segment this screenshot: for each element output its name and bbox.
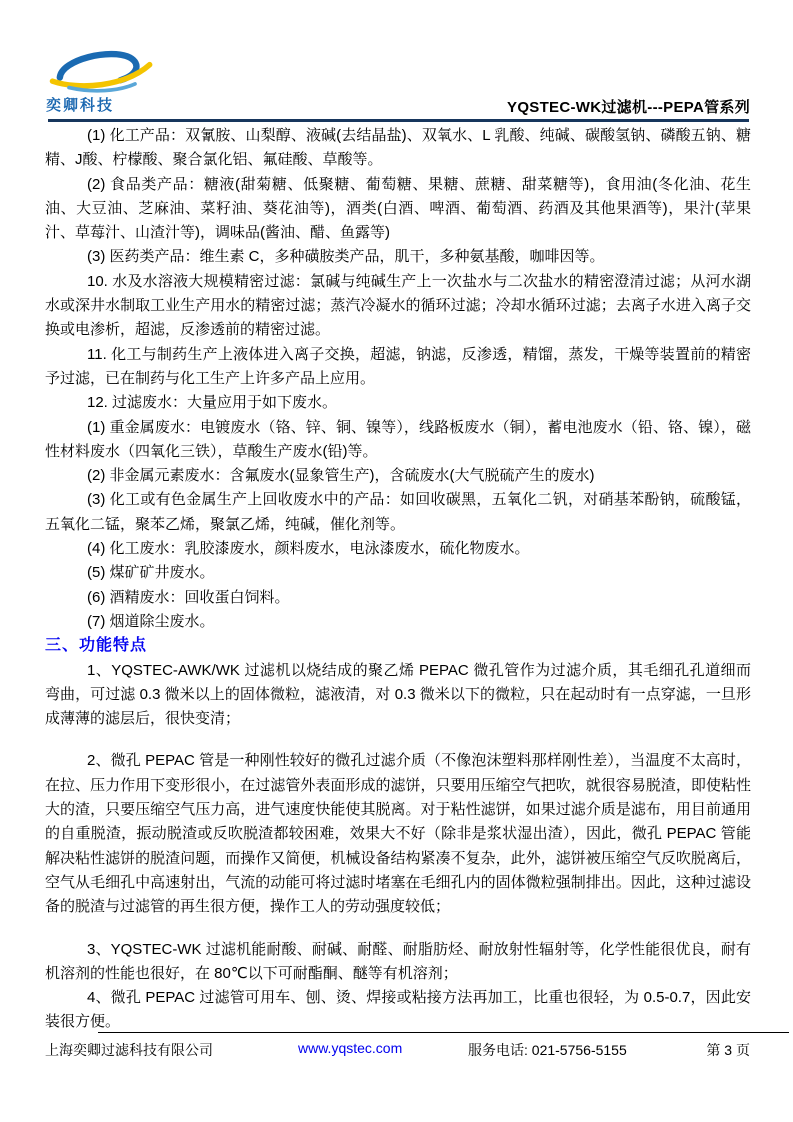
- feature-paragraph: 1、YQSTEC-AWK/WK 过滤机以烧结成的聚乙烯 PEPAC 微孔管作为过滤介质，其毛细孔孔道细而弯曲，可过滤 0.3 微米以上的固体微粒，滤液清，对 0.3 微米以下的微粒，只在起动时有一点穿滤，一旦形成薄薄的滤层后，很快变清；: [45, 661, 751, 728]
- document-title: YQSTEC-WK过滤机---PEPA管系列: [507, 99, 750, 116]
- body-paragraph: (3) 医药类产品：维生素 C，多种磺胺类产品，肌干，多种氨基酸，咖啡因等。: [87, 248, 605, 266]
- body-paragraph: 12. 过滤废水：大量应用于如下废水。: [87, 394, 338, 412]
- body-paragraph: (7) 烟道除尘废水。: [87, 612, 215, 630]
- body-paragraph: (2) 食品类产品：糖液(甜菊糖、低聚糖、葡萄糖、果糖、蔗糖、甜菜糖等)，食用油(冬化油、花生油、大豆油、芝麻油、菜籽油、葵花油等)，酒类(白酒、啤酒、葡萄酒、药酒及其他果酒等)，果汁(苹果汁、草莓汁、山渣汁等)，调味品(酱油、醋、鱼露等): [45, 175, 751, 242]
- body-paragraph: (4) 化工废水：乳胶漆废水，颜料废水，电泳漆废水，硫化物废水。: [87, 540, 530, 558]
- footer-divider: [98, 1032, 789, 1033]
- logo-company-name: 奕卿科技: [46, 97, 115, 114]
- company-logo: [46, 50, 176, 115]
- body-paragraph: (3) 化工或有色金属生产上回收废水中的产品：如回收碳黑，五氧化二钒，对硝基苯酚钠，硫酸锰，五氧化二锰，聚苯乙烯，聚氯乙烯，纯碱，催化剂等。: [45, 491, 751, 533]
- body-paragraph: 11. 化工与制药生产上液体进入离子交换，超滤，钠滤，反渗透，精馏，蒸发，干燥等装置前的精密予过滤，已在制药与化工生产上许多产品上应用。: [45, 345, 751, 387]
- body-paragraph: (5) 煤矿矿井废水。: [87, 564, 215, 582]
- footer-page-number: 第 3 页: [706, 1042, 750, 1058]
- globe-swoosh-icon: [46, 50, 158, 94]
- section-heading-features: 三、功能特点: [45, 637, 148, 655]
- body-paragraph: (1) 重金属废水：电镀废水（铬、锌、铜、镍等），线路板废水（铜），蓄电池废水（铅、铬、镍），磁性材料废水（四氧化三铁），草酸生产废水(铅)等。: [45, 418, 751, 460]
- feature-paragraph: 2、微孔 PEPAC 管是一种刚性较好的微孔过滤介质（不像泡沫塑料那样刚性差），当温度不太高时，在拉、压力作用下变形很小，在过滤管外表面形成的滤饼，只要用压缩空气把吹，就很容易脱渣，即使粘性大的渣，只要压缩空气压力高，进气速度快能使其脱离。对于粘性滤饼，如果过滤介质是滤布，用目前通用的自重脱渣，振动脱渣或反吹脱渣都较困难，效果大不好（除非是浆状湿出渣），因此，微孔 PEPAC 管能解决粘性滤饼的脱渣问题，而操作又简便，机械设备结构紧凑不复杂，此外，滤饼被压缩空气反吹脱离后，空气从毛细孔中高速射出，气流的动能可将过滤时堵塞在毛细孔内的固体微粒强制排出。因此，这种过滤设备的脱渣与过滤管的再生很方便，操作工人的劳动强度较低；: [45, 752, 751, 916]
- body-paragraph: (1) 化工产品：双氰胺、山梨醇、液碱(去结晶盐)、双氧水、L 乳酸、纯碱、碳酸氢钠、磷酸五钠、糖精、J酸、柠檬酸、聚合氯化铝、氟硅酸、草酸等。: [45, 127, 751, 169]
- body-paragraph: (6) 酒精废水：回收蛋白饲料。: [87, 588, 290, 606]
- footer-company-name: 上海奕卿过滤科技有限公司: [45, 1042, 213, 1058]
- feature-paragraph: 4、微孔 PEPAC 过滤管可用车、刨、烫、焊接或粘接方法再加工，比重也很轻，为 0.5-0.7，因此安装很方便。: [45, 989, 751, 1031]
- footer-service-phone: 服务电话: 021-5756-5155: [468, 1042, 627, 1058]
- feature-paragraph: 3、YQSTEC-WK 过滤机能耐酸、耐碱、耐醛、耐脂肪烃、耐放射性辐射等，化学性能很优良，耐有机溶剂的性能也很好，在 80℃以下可耐酯酮、醚等有机溶剂；: [45, 940, 751, 982]
- footer-website-link[interactable]: www.yqstec.com: [298, 1040, 403, 1056]
- body-paragraph: (2) 非金属元素废水：含氟废水(显象管生产)，含硫废水(大气脱硫产生的废水): [87, 467, 595, 485]
- header-divider: [48, 119, 749, 122]
- document-body: [45, 124, 751, 1035]
- footer: [0, 1040, 793, 1060]
- body-paragraph: 10. 水及水溶液大规模精密过滤：氯碱与纯碱生产上一次盐水与二次盐水的精密澄清过滤；从河水湖水或深井水制取工业生产用水的精密过滤；蒸汽冷凝水的循环过滤；冷却水循环过滤；去离子水进入离子交换或电渗析，超滤，反渗透前的精密过滤。: [45, 272, 751, 339]
